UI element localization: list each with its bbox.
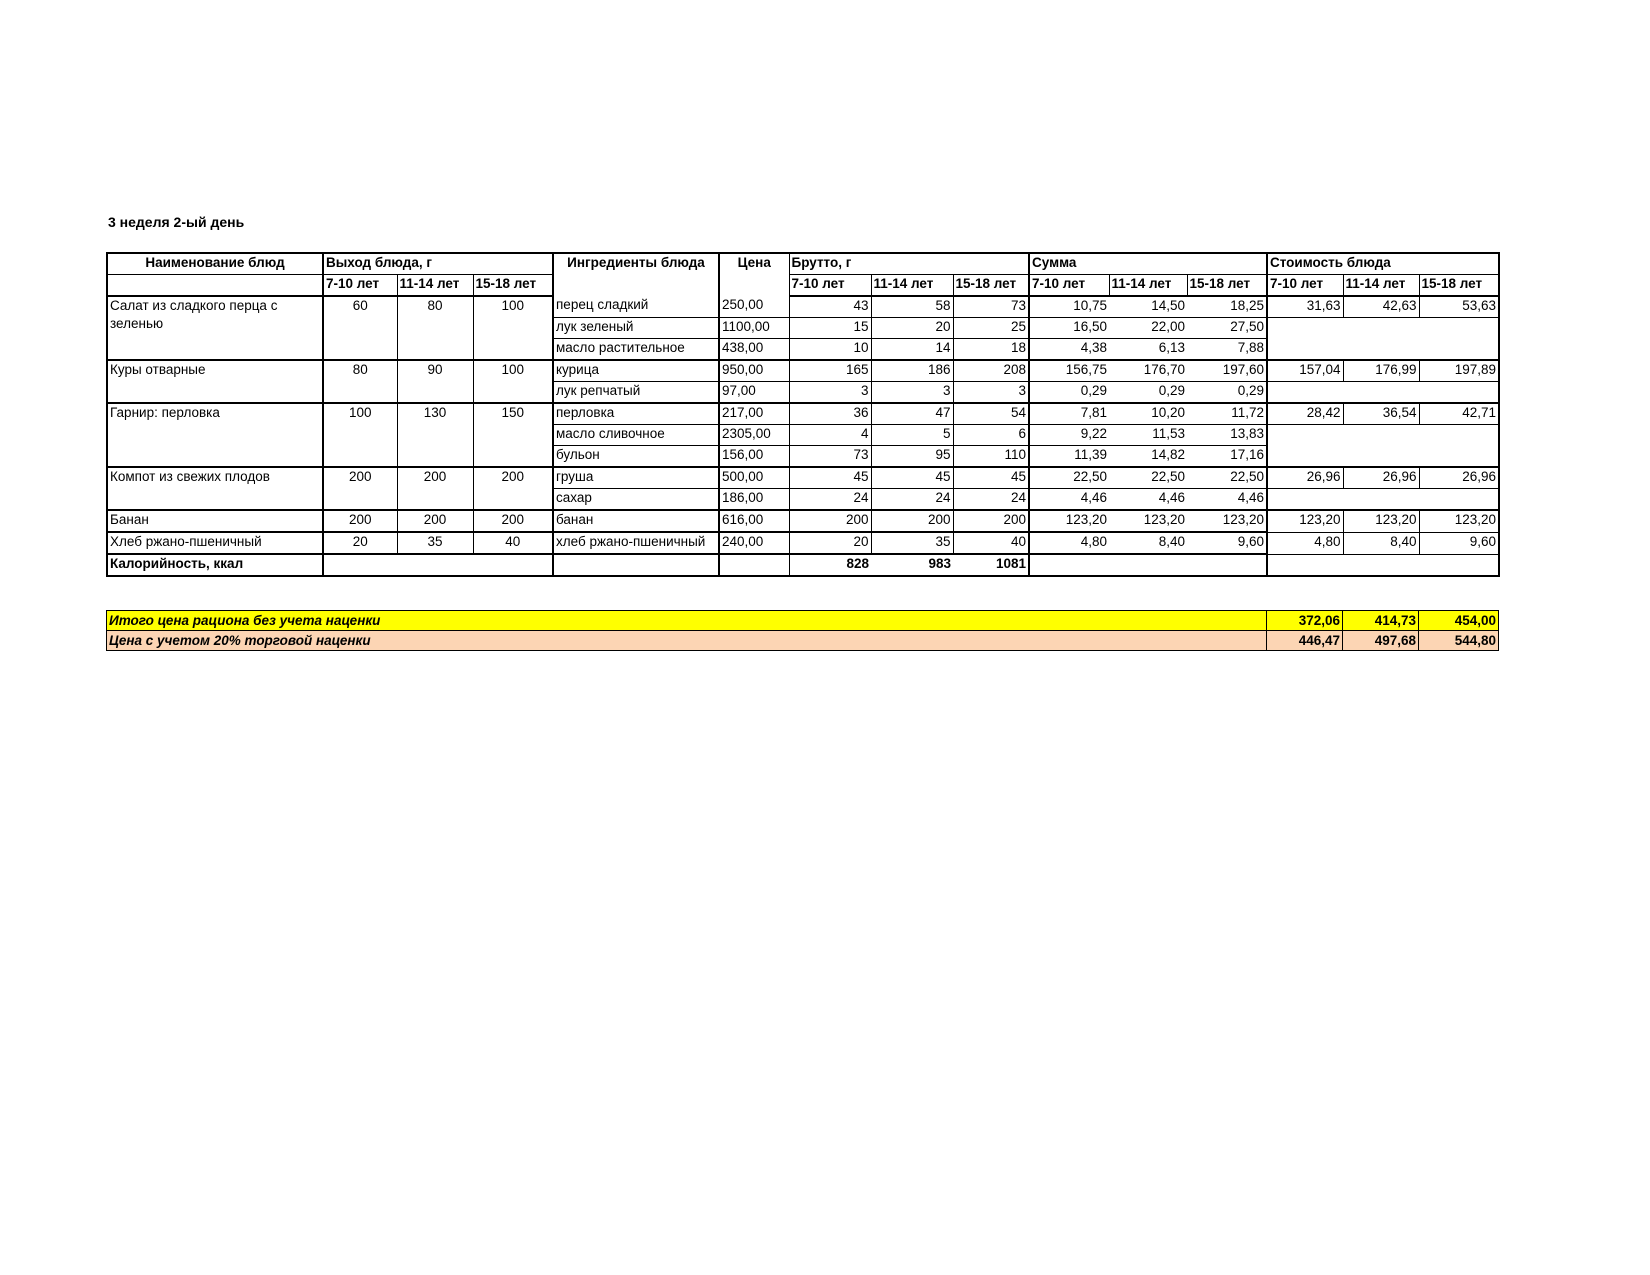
sum-header: Сумма xyxy=(1029,253,1267,275)
ingredient-brutto: 3 xyxy=(953,382,1029,404)
dish-yield: 200 xyxy=(473,467,553,510)
brutto-age-header: 15-18 лет xyxy=(953,275,1029,297)
ingredient-brutto: 110 xyxy=(953,446,1029,468)
ingredient-sum: 4,46 xyxy=(1109,489,1187,511)
ingredient-brutto: 45 xyxy=(953,467,1029,489)
total-row xyxy=(107,611,1499,631)
ingredient-name: перловка xyxy=(553,403,719,425)
dish-cost: 4,80 xyxy=(1267,532,1343,554)
ingredient-sum: 22,50 xyxy=(1029,467,1109,489)
calories-value: 1081 xyxy=(953,554,1029,576)
dish-cost-blank xyxy=(1267,425,1499,468)
dish-yield: 100 xyxy=(473,296,553,360)
dish-yield: 200 xyxy=(397,467,473,510)
total-value: 372,06 xyxy=(1267,611,1343,631)
ingredient-name: груша xyxy=(553,467,719,489)
dish-yield: 200 xyxy=(323,467,397,510)
dish-cost: 42,71 xyxy=(1419,403,1499,425)
ingredient-sum: 11,39 xyxy=(1029,446,1109,468)
calories-value: 983 xyxy=(871,554,953,576)
ingredient-name: банан xyxy=(553,510,719,532)
ingredient-price: 240,00 xyxy=(719,532,789,554)
calories-ingredient-blank xyxy=(553,554,719,576)
sum-age-header: 7-10 лет xyxy=(1029,275,1109,297)
yield-age-header: 7-10 лет xyxy=(323,275,397,297)
brutto-header: Брутто, г xyxy=(789,253,1029,275)
dish-yield: 200 xyxy=(323,510,397,532)
dish-cost-blank xyxy=(1267,382,1499,404)
cost-age-header: 11-14 лет xyxy=(1343,275,1419,297)
yield-age-header: 11-14 лет xyxy=(397,275,473,297)
ingredient-brutto: 5 xyxy=(871,425,953,446)
dish-yield: 90 xyxy=(397,360,473,403)
dish-cost-blank xyxy=(1267,318,1499,361)
ingredient-sum: 156,75 xyxy=(1029,360,1109,382)
dish-cost: 31,63 xyxy=(1267,296,1343,318)
dish-yield: 40 xyxy=(473,532,553,554)
dish-yield: 150 xyxy=(473,403,553,467)
dish-cost: 8,40 xyxy=(1343,532,1419,554)
ingredient-brutto: 20 xyxy=(789,532,871,554)
ingredient-brutto: 24 xyxy=(871,489,953,511)
ingredient-sum: 17,16 xyxy=(1187,446,1267,468)
dish-yield: 200 xyxy=(397,510,473,532)
total-value: 414,73 xyxy=(1343,611,1419,631)
ingredient-price: 217,00 xyxy=(719,403,789,425)
calories-value: 828 xyxy=(789,554,871,576)
ingredient-sum: 4,38 xyxy=(1029,339,1109,361)
ingredient-brutto: 40 xyxy=(953,532,1029,554)
ingredient-sum: 22,50 xyxy=(1187,467,1267,489)
dish-yield: 200 xyxy=(473,510,553,532)
ingredient-price: 950,00 xyxy=(719,360,789,382)
dish-yield: 20 xyxy=(323,532,397,554)
page-title: 3 неделя 2-ый день xyxy=(108,214,245,230)
cost-header: Стоимость блюда xyxy=(1267,253,1499,275)
header-row xyxy=(107,253,1499,275)
dish-cost: 28,42 xyxy=(1267,403,1343,425)
ingredient-brutto: 73 xyxy=(789,446,871,468)
ingredient-brutto: 24 xyxy=(953,489,1029,511)
totals-table xyxy=(106,610,1499,651)
dish-name: Компот из свежих плодов xyxy=(107,467,323,510)
table-row xyxy=(107,532,1499,554)
ingredient-brutto: 4 xyxy=(789,425,871,446)
markup-total-row xyxy=(107,631,1499,651)
ingredient-price: 616,00 xyxy=(719,510,789,532)
calories-yield-blank xyxy=(323,554,553,576)
dish-header: Наименование блюд xyxy=(107,253,323,275)
dish-cost: 42,63 xyxy=(1343,296,1419,318)
dish-yield: 100 xyxy=(323,403,397,467)
dish-yield: 130 xyxy=(397,403,473,467)
ingredient-sum: 6,13 xyxy=(1109,339,1187,361)
ingredient-name: масло сливочное xyxy=(553,425,719,446)
ingredient-name: бульон xyxy=(553,446,719,468)
dish-header-blank xyxy=(107,275,323,297)
ingredient-sum: 4,80 xyxy=(1029,532,1109,554)
ingredient-brutto: 14 xyxy=(871,339,953,361)
ingredient-brutto: 35 xyxy=(871,532,953,554)
dish-cost: 176,99 xyxy=(1343,360,1419,382)
ingredient-sum: 27,50 xyxy=(1187,318,1267,339)
ingredient-sum: 4,46 xyxy=(1029,489,1109,511)
sum-age-header: 11-14 лет xyxy=(1109,275,1187,297)
ingredient-name: лук репчатый xyxy=(553,382,719,404)
ingredient-sum: 11,72 xyxy=(1187,403,1267,425)
ingredient-price: 500,00 xyxy=(719,467,789,489)
table-row xyxy=(107,360,1499,382)
ingredient-sum: 9,22 xyxy=(1029,425,1109,446)
calories-sum-blank xyxy=(1029,554,1267,576)
ingredient-sum: 176,70 xyxy=(1109,360,1187,382)
ingredient-brutto: 3 xyxy=(871,382,953,404)
ingredient-name: масло растительное xyxy=(553,339,719,361)
dish-cost: 26,96 xyxy=(1267,467,1343,489)
dish-cost: 197,89 xyxy=(1419,360,1499,382)
ingredient-brutto: 47 xyxy=(871,403,953,425)
ingredient-sum: 123,20 xyxy=(1187,510,1267,532)
dish-name: Куры отварные xyxy=(107,360,323,403)
ingredient-brutto: 58 xyxy=(871,296,953,318)
dish-cost: 36,54 xyxy=(1343,403,1419,425)
dish-yield: 80 xyxy=(323,360,397,403)
ingredient-price: 2305,00 xyxy=(719,425,789,446)
dish-cost: 26,96 xyxy=(1419,467,1499,489)
dish-cost: 26,96 xyxy=(1343,467,1419,489)
ingredient-sum: 22,00 xyxy=(1109,318,1187,339)
ingredient-sum: 4,46 xyxy=(1187,489,1267,511)
total-label: Итого цена рациона без учета наценки xyxy=(107,611,1267,631)
ingredient-price: 186,00 xyxy=(719,489,789,511)
dish-name: Банан xyxy=(107,510,323,532)
brutto-age-header: 11-14 лет xyxy=(871,275,953,297)
dish-yield: 35 xyxy=(397,532,473,554)
ingredient-brutto: 208 xyxy=(953,360,1029,382)
dish-cost: 157,04 xyxy=(1267,360,1343,382)
ingredient-sum: 0,29 xyxy=(1109,382,1187,404)
ingredients-header: Ингредиенты блюда xyxy=(553,253,719,296)
ingredient-brutto: 18 xyxy=(953,339,1029,361)
dish-yield: 100 xyxy=(473,360,553,403)
ingredient-sum: 123,20 xyxy=(1029,510,1109,532)
ingredient-sum: 13,83 xyxy=(1187,425,1267,446)
calories-label: Калорийность, ккал xyxy=(107,554,323,576)
table-row xyxy=(107,467,1499,489)
dish-cost: 123,20 xyxy=(1267,510,1343,532)
dish-name: Хлеб ржано-пшеничный xyxy=(107,532,323,554)
cost-age-header: 7-10 лет xyxy=(1267,275,1343,297)
ingredient-sum: 9,60 xyxy=(1187,532,1267,554)
ingredient-sum: 7,81 xyxy=(1029,403,1109,425)
ingredient-price: 97,00 xyxy=(719,382,789,404)
ingredient-brutto: 45 xyxy=(789,467,871,489)
ingredient-price: 438,00 xyxy=(719,339,789,361)
markup-total-label: Цена с учетом 20% торговой наценки xyxy=(107,631,1267,651)
ingredient-sum: 0,29 xyxy=(1029,382,1109,404)
ingredient-sum: 16,50 xyxy=(1029,318,1109,339)
dish-yield: 80 xyxy=(397,296,473,360)
ingredient-price: 156,00 xyxy=(719,446,789,468)
ingredient-brutto: 200 xyxy=(871,510,953,532)
ingredient-sum: 123,20 xyxy=(1109,510,1187,532)
dish-cost: 123,20 xyxy=(1419,510,1499,532)
yield-header: Выход блюда, г xyxy=(323,253,553,275)
ingredient-brutto: 6 xyxy=(953,425,1029,446)
total-value: 454,00 xyxy=(1419,611,1499,631)
ingredient-brutto: 3 xyxy=(789,382,871,404)
ingredient-sum: 18,25 xyxy=(1187,296,1267,318)
ingredient-brutto: 186 xyxy=(871,360,953,382)
ingredient-name: хлеб ржано-пшеничный xyxy=(553,532,719,554)
ingredient-name: курица xyxy=(553,360,719,382)
ingredient-brutto: 43 xyxy=(789,296,871,318)
ingredient-sum: 14,82 xyxy=(1109,446,1187,468)
ingredient-brutto: 20 xyxy=(871,318,953,339)
table-row xyxy=(107,403,1499,425)
markup-total-value: 497,68 xyxy=(1343,631,1419,651)
cost-age-header: 15-18 лет xyxy=(1419,275,1499,297)
dish-cost: 123,20 xyxy=(1343,510,1419,532)
yield-age-header: 15-18 лет xyxy=(473,275,553,297)
ingredient-sum: 10,75 xyxy=(1029,296,1109,318)
sum-age-header: 15-18 лет xyxy=(1187,275,1267,297)
ingredient-price: 250,00 xyxy=(719,296,789,318)
price-header: Цена xyxy=(719,253,789,296)
menu-table-body xyxy=(107,253,1499,576)
totals-table-body xyxy=(107,611,1499,651)
ingredient-sum: 197,60 xyxy=(1187,360,1267,382)
ingredient-sum: 7,88 xyxy=(1187,339,1267,361)
calories-row xyxy=(107,554,1499,576)
ingredient-brutto: 200 xyxy=(789,510,871,532)
markup-total-value: 544,80 xyxy=(1419,631,1499,651)
ingredient-name: лук зеленый xyxy=(553,318,719,339)
ingredient-brutto: 24 xyxy=(789,489,871,511)
menu-table xyxy=(106,252,1500,577)
calories-price-blank xyxy=(719,554,789,576)
ingredient-brutto: 15 xyxy=(789,318,871,339)
ingredient-brutto: 165 xyxy=(789,360,871,382)
ingredient-brutto: 25 xyxy=(953,318,1029,339)
ingredient-sum: 10,20 xyxy=(1109,403,1187,425)
dish-cost-blank xyxy=(1267,489,1499,511)
dish-cost: 9,60 xyxy=(1419,532,1499,554)
calories-cost-blank xyxy=(1267,554,1499,576)
ingredient-brutto: 54 xyxy=(953,403,1029,425)
ingredient-brutto: 95 xyxy=(871,446,953,468)
dish-name: Гарнир: перловка xyxy=(107,403,323,467)
ingredient-sum: 14,50 xyxy=(1109,296,1187,318)
ingredient-name: сахар xyxy=(553,489,719,511)
brutto-age-header: 7-10 лет xyxy=(789,275,871,297)
ingredient-brutto: 45 xyxy=(871,467,953,489)
ingredient-brutto: 36 xyxy=(789,403,871,425)
markup-total-value: 446,47 xyxy=(1267,631,1343,651)
ingredient-price: 1100,00 xyxy=(719,318,789,339)
age-header-row xyxy=(107,275,1499,297)
ingredient-sum: 0,29 xyxy=(1187,382,1267,404)
dish-cost: 53,63 xyxy=(1419,296,1499,318)
dish-yield: 60 xyxy=(323,296,397,360)
table-row xyxy=(107,296,1499,318)
ingredient-brutto: 200 xyxy=(953,510,1029,532)
ingredient-brutto: 73 xyxy=(953,296,1029,318)
ingredient-name: перец сладкий xyxy=(553,296,719,318)
table-row xyxy=(107,510,1499,532)
ingredient-sum: 11,53 xyxy=(1109,425,1187,446)
ingredient-sum: 22,50 xyxy=(1109,467,1187,489)
ingredient-brutto: 10 xyxy=(789,339,871,361)
ingredient-sum: 8,40 xyxy=(1109,532,1187,554)
dish-name: Салат из сладкого перца с зеленью xyxy=(107,296,323,360)
